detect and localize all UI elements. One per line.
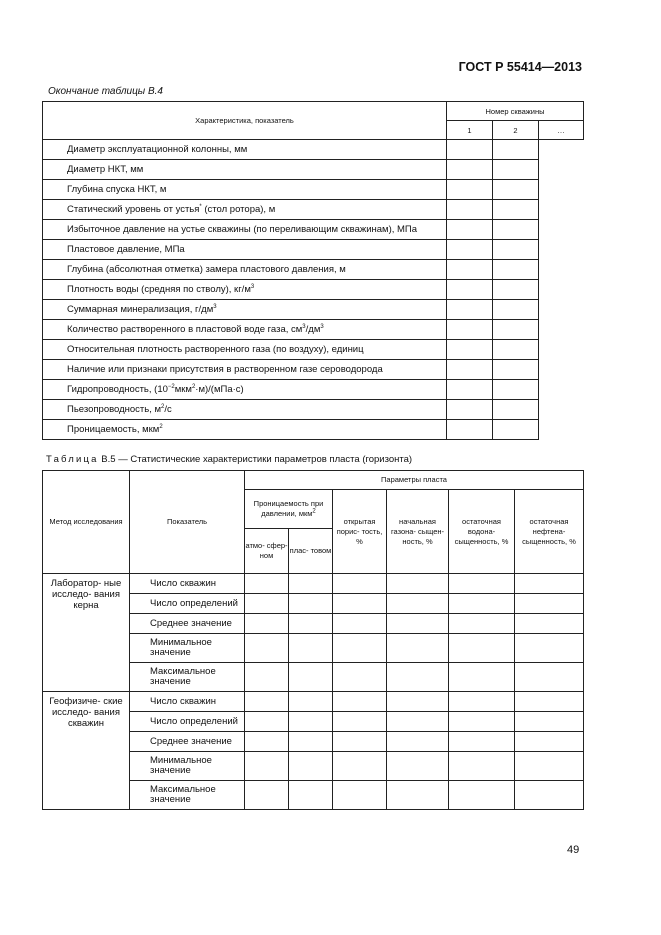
value-cell[interactable]	[245, 732, 289, 752]
value-cell[interactable]	[539, 160, 584, 180]
characteristic-label	[43, 380, 447, 400]
well-number-1: 1	[447, 121, 493, 140]
value-cell[interactable]	[449, 732, 515, 752]
indicator-cell: Максимальное значение	[130, 663, 245, 692]
characteristic-label	[43, 300, 447, 320]
value-cell[interactable]	[447, 260, 493, 280]
value-cell[interactable]	[539, 400, 584, 420]
method-cell: Лаборатор- ные исследо- вания керна	[43, 574, 130, 692]
value-cell[interactable]	[245, 614, 289, 634]
label-text: Проницаемость, мкм	[67, 424, 160, 435]
value-cell[interactable]	[515, 594, 584, 614]
value-cell[interactable]	[539, 200, 584, 220]
method-header: Метод исследования	[43, 471, 130, 574]
label-text: Плотность воды (средняя по стволу), кг/м	[67, 284, 251, 295]
value-cell[interactable]	[539, 320, 584, 340]
value-cell[interactable]	[539, 240, 584, 260]
superscript: 3	[213, 303, 217, 310]
table-row	[43, 180, 584, 200]
indicator-cell: Число скважин	[130, 692, 245, 712]
indicator-cell: Число определений	[130, 594, 245, 614]
value-cell[interactable]	[515, 692, 584, 712]
label-text: Количество растворенного в пластовой воде газа, см	[67, 324, 303, 335]
value-cell[interactable]	[447, 200, 493, 220]
table-row	[43, 240, 584, 260]
label-text: Относительная плотность растворенного газа (по воздуху), единиц	[67, 344, 364, 355]
value-cell[interactable]	[493, 200, 539, 220]
table-b5-caption-text: В.5 — Статистические характеристики параметров пласта (горизонта)	[98, 454, 413, 465]
table-row	[43, 340, 584, 360]
table-row	[43, 260, 584, 280]
table-row	[43, 300, 584, 320]
label-text: Диаметр эксплуатационной колонны, мм	[67, 144, 248, 155]
characteristic-label	[43, 420, 447, 440]
indicator-cell: Число определений	[130, 712, 245, 732]
label-text: Статический уровень от устья	[67, 204, 200, 215]
well-number-more: …	[539, 121, 584, 140]
value-cell[interactable]	[245, 712, 289, 732]
value-cell[interactable]	[333, 732, 387, 752]
table-b5-caption-prefix: Таблица	[46, 454, 99, 465]
superscript: 2	[191, 383, 196, 390]
value-cell[interactable]	[493, 280, 539, 300]
value-cell[interactable]	[539, 180, 584, 200]
indicator-cell: Число скважин	[130, 574, 245, 594]
value-cell[interactable]	[447, 400, 493, 420]
method-cell: Геофизиче- ские исследо- вания скважин	[43, 692, 130, 810]
value-cell[interactable]	[333, 574, 387, 594]
value-cell[interactable]	[493, 320, 539, 340]
superscript: −2	[167, 383, 175, 390]
value-cell[interactable]	[289, 574, 333, 594]
value-cell[interactable]	[447, 380, 493, 400]
oil-saturation-header: остаточная нефтена- сыщенность, %	[515, 490, 584, 574]
value-cell[interactable]	[449, 594, 515, 614]
value-cell[interactable]	[245, 692, 289, 712]
value-cell[interactable]	[333, 781, 387, 810]
label-text: (стол ротора), м	[201, 204, 276, 215]
value-cell[interactable]	[539, 260, 584, 280]
value-cell[interactable]	[539, 420, 584, 440]
value-cell[interactable]	[447, 360, 493, 380]
value-cell[interactable]	[447, 420, 493, 440]
value-cell[interactable]	[245, 752, 289, 781]
value-cell[interactable]	[289, 614, 333, 634]
value-cell[interactable]	[289, 692, 333, 712]
label-text: Диаметр НКТ, мм	[67, 164, 144, 175]
value-cell[interactable]	[333, 614, 387, 634]
label-text: Пьезопроводность, м	[67, 404, 162, 415]
table-b4-caption: Окончание таблицы В.4	[48, 86, 163, 97]
superscript: 2	[161, 403, 165, 410]
value-cell[interactable]	[387, 692, 449, 712]
value-cell[interactable]	[493, 380, 539, 400]
characteristic-label	[43, 340, 447, 360]
value-cell[interactable]	[289, 594, 333, 614]
value-cell[interactable]	[515, 614, 584, 634]
label-text: Суммарная минерализация, г/дм	[67, 304, 214, 315]
characteristic-label	[43, 140, 447, 160]
value-cell[interactable]	[539, 140, 584, 160]
value-cell[interactable]	[515, 712, 584, 732]
table-row	[43, 220, 584, 240]
value-cell[interactable]	[289, 634, 333, 663]
value-cell[interactable]	[289, 752, 333, 781]
characteristic-label	[43, 260, 447, 280]
permeability-label: Проницаемость при давлении, мкм	[253, 499, 324, 518]
value-cell[interactable]	[539, 340, 584, 360]
value-cell[interactable]	[493, 180, 539, 200]
characteristic-label	[43, 400, 447, 420]
value-cell[interactable]	[333, 752, 387, 781]
value-cell[interactable]	[449, 574, 515, 594]
table-row	[43, 200, 584, 220]
table-row	[43, 380, 584, 400]
label-text: /дм	[305, 324, 321, 335]
well-number-2: 2	[493, 121, 539, 140]
value-cell[interactable]	[493, 360, 539, 380]
value-cell[interactable]	[515, 781, 584, 810]
characteristic-label	[43, 160, 447, 180]
value-cell[interactable]	[515, 634, 584, 663]
table-row	[43, 160, 584, 180]
table-row	[43, 320, 584, 340]
table-row	[43, 280, 584, 300]
table-row	[43, 360, 584, 380]
gas-saturation-header: начальная газона- сыщен- ность, %	[387, 490, 449, 574]
value-cell[interactable]	[539, 360, 584, 380]
label-text: Наличие или признаки присутствия в растворенном газе сероводорода	[67, 364, 383, 375]
value-cell[interactable]	[447, 240, 493, 260]
value-cell[interactable]	[245, 663, 289, 692]
value-cell[interactable]	[387, 663, 449, 692]
table-row	[43, 574, 584, 594]
characteristic-label	[43, 200, 447, 220]
label-text: Глубина спуска НКТ, м	[67, 184, 167, 195]
superscript: 3	[250, 283, 255, 290]
value-cell[interactable]	[539, 280, 584, 300]
value-cell[interactable]	[493, 260, 539, 280]
superscript: 2	[159, 423, 163, 430]
table-b5	[42, 470, 584, 810]
table-row	[43, 400, 584, 420]
characteristic-header: Характеристика, показатель	[43, 102, 447, 140]
superscript: *	[199, 203, 202, 210]
table-row	[43, 692, 584, 712]
value-cell[interactable]	[493, 420, 539, 440]
value-cell[interactable]	[449, 692, 515, 712]
value-cell[interactable]	[515, 732, 584, 752]
value-cell[interactable]	[289, 663, 333, 692]
value-cell[interactable]	[333, 712, 387, 732]
value-cell[interactable]	[289, 732, 333, 752]
porosity-header: открытая порис- тость, %	[333, 490, 387, 574]
value-cell[interactable]	[447, 140, 493, 160]
value-cell[interactable]	[449, 634, 515, 663]
value-cell[interactable]	[245, 574, 289, 594]
value-cell[interactable]	[333, 663, 387, 692]
value-cell[interactable]	[447, 340, 493, 360]
value-cell[interactable]	[245, 634, 289, 663]
label-text: Глубина (абсолютная отметка) замера пластового давления, м	[67, 264, 346, 275]
superscript: 3	[320, 323, 324, 330]
water-saturation-header: остаточная водона- сыщенность, %	[449, 490, 515, 574]
value-cell[interactable]	[387, 732, 449, 752]
table-row	[43, 420, 584, 440]
reservoir-header: плас- товом	[289, 529, 333, 574]
value-cell[interactable]	[449, 712, 515, 732]
characteristic-label	[43, 360, 447, 380]
value-cell[interactable]	[245, 594, 289, 614]
indicator-header: Показатель	[130, 471, 245, 574]
indicator-cell: Среднее значение	[130, 614, 245, 634]
value-cell[interactable]	[387, 574, 449, 594]
value-cell[interactable]	[245, 781, 289, 810]
wells-header: Номер скважины	[447, 102, 584, 121]
value-cell[interactable]	[387, 752, 449, 781]
value-cell[interactable]	[447, 320, 493, 340]
value-cell[interactable]	[539, 300, 584, 320]
value-cell[interactable]	[289, 712, 333, 732]
label-text: Избыточное давление на устье скважины (по переливающим скважинам), МПа	[67, 224, 418, 235]
permeability-sup: 2	[312, 508, 316, 515]
value-cell[interactable]	[387, 594, 449, 614]
value-cell[interactable]	[493, 220, 539, 240]
value-cell[interactable]	[539, 380, 584, 400]
label-text: мкм	[174, 384, 192, 395]
value-cell[interactable]	[449, 663, 515, 692]
indicator-cell: Минимальное значение	[130, 752, 245, 781]
value-cell[interactable]	[387, 712, 449, 732]
value-cell[interactable]	[387, 781, 449, 810]
value-cell[interactable]	[447, 220, 493, 240]
value-cell[interactable]	[493, 160, 539, 180]
value-cell[interactable]	[493, 300, 539, 320]
value-cell[interactable]	[333, 634, 387, 663]
value-cell[interactable]	[333, 692, 387, 712]
value-cell[interactable]	[449, 781, 515, 810]
table-b4	[42, 101, 584, 440]
value-cell[interactable]	[493, 240, 539, 260]
value-cell[interactable]	[449, 752, 515, 781]
value-cell[interactable]	[515, 574, 584, 594]
page-number: 49	[567, 844, 580, 856]
document-code: ГОСТ Р 55414—2013	[458, 60, 582, 74]
characteristic-label	[43, 320, 447, 340]
value-cell[interactable]	[449, 614, 515, 634]
label-text: Пластовое давление, МПа	[67, 244, 185, 255]
atmospheric-header: атмо- сфер- ном	[245, 529, 289, 574]
value-cell[interactable]	[447, 160, 493, 180]
value-cell[interactable]	[515, 663, 584, 692]
characteristic-label	[43, 240, 447, 260]
value-cell[interactable]	[387, 634, 449, 663]
label-text: /с	[164, 404, 172, 415]
value-cell[interactable]	[447, 180, 493, 200]
value-cell[interactable]	[493, 140, 539, 160]
value-cell[interactable]	[289, 781, 333, 810]
params-header: Параметры пласта	[245, 471, 584, 490]
indicator-cell: Максимальное значение	[130, 781, 245, 810]
label-text: Гидропроводность, (10	[67, 384, 168, 395]
indicator-cell: Минимальное значение	[130, 634, 245, 663]
label-text: ·м)/(мПа·с)	[195, 384, 244, 395]
value-cell[interactable]	[333, 594, 387, 614]
value-cell[interactable]	[539, 220, 584, 240]
value-cell[interactable]	[447, 300, 493, 320]
value-cell[interactable]	[447, 280, 493, 300]
indicator-cell: Среднее значение	[130, 732, 245, 752]
characteristic-label	[43, 280, 447, 300]
value-cell[interactable]	[387, 614, 449, 634]
value-cell[interactable]	[493, 340, 539, 360]
value-cell[interactable]	[493, 400, 539, 420]
characteristic-label	[43, 180, 447, 200]
value-cell[interactable]	[515, 752, 584, 781]
characteristic-label	[43, 220, 447, 240]
superscript: 3	[302, 323, 306, 330]
table-b5-caption	[46, 454, 412, 465]
table-row	[43, 140, 584, 160]
permeability-header	[245, 490, 333, 529]
